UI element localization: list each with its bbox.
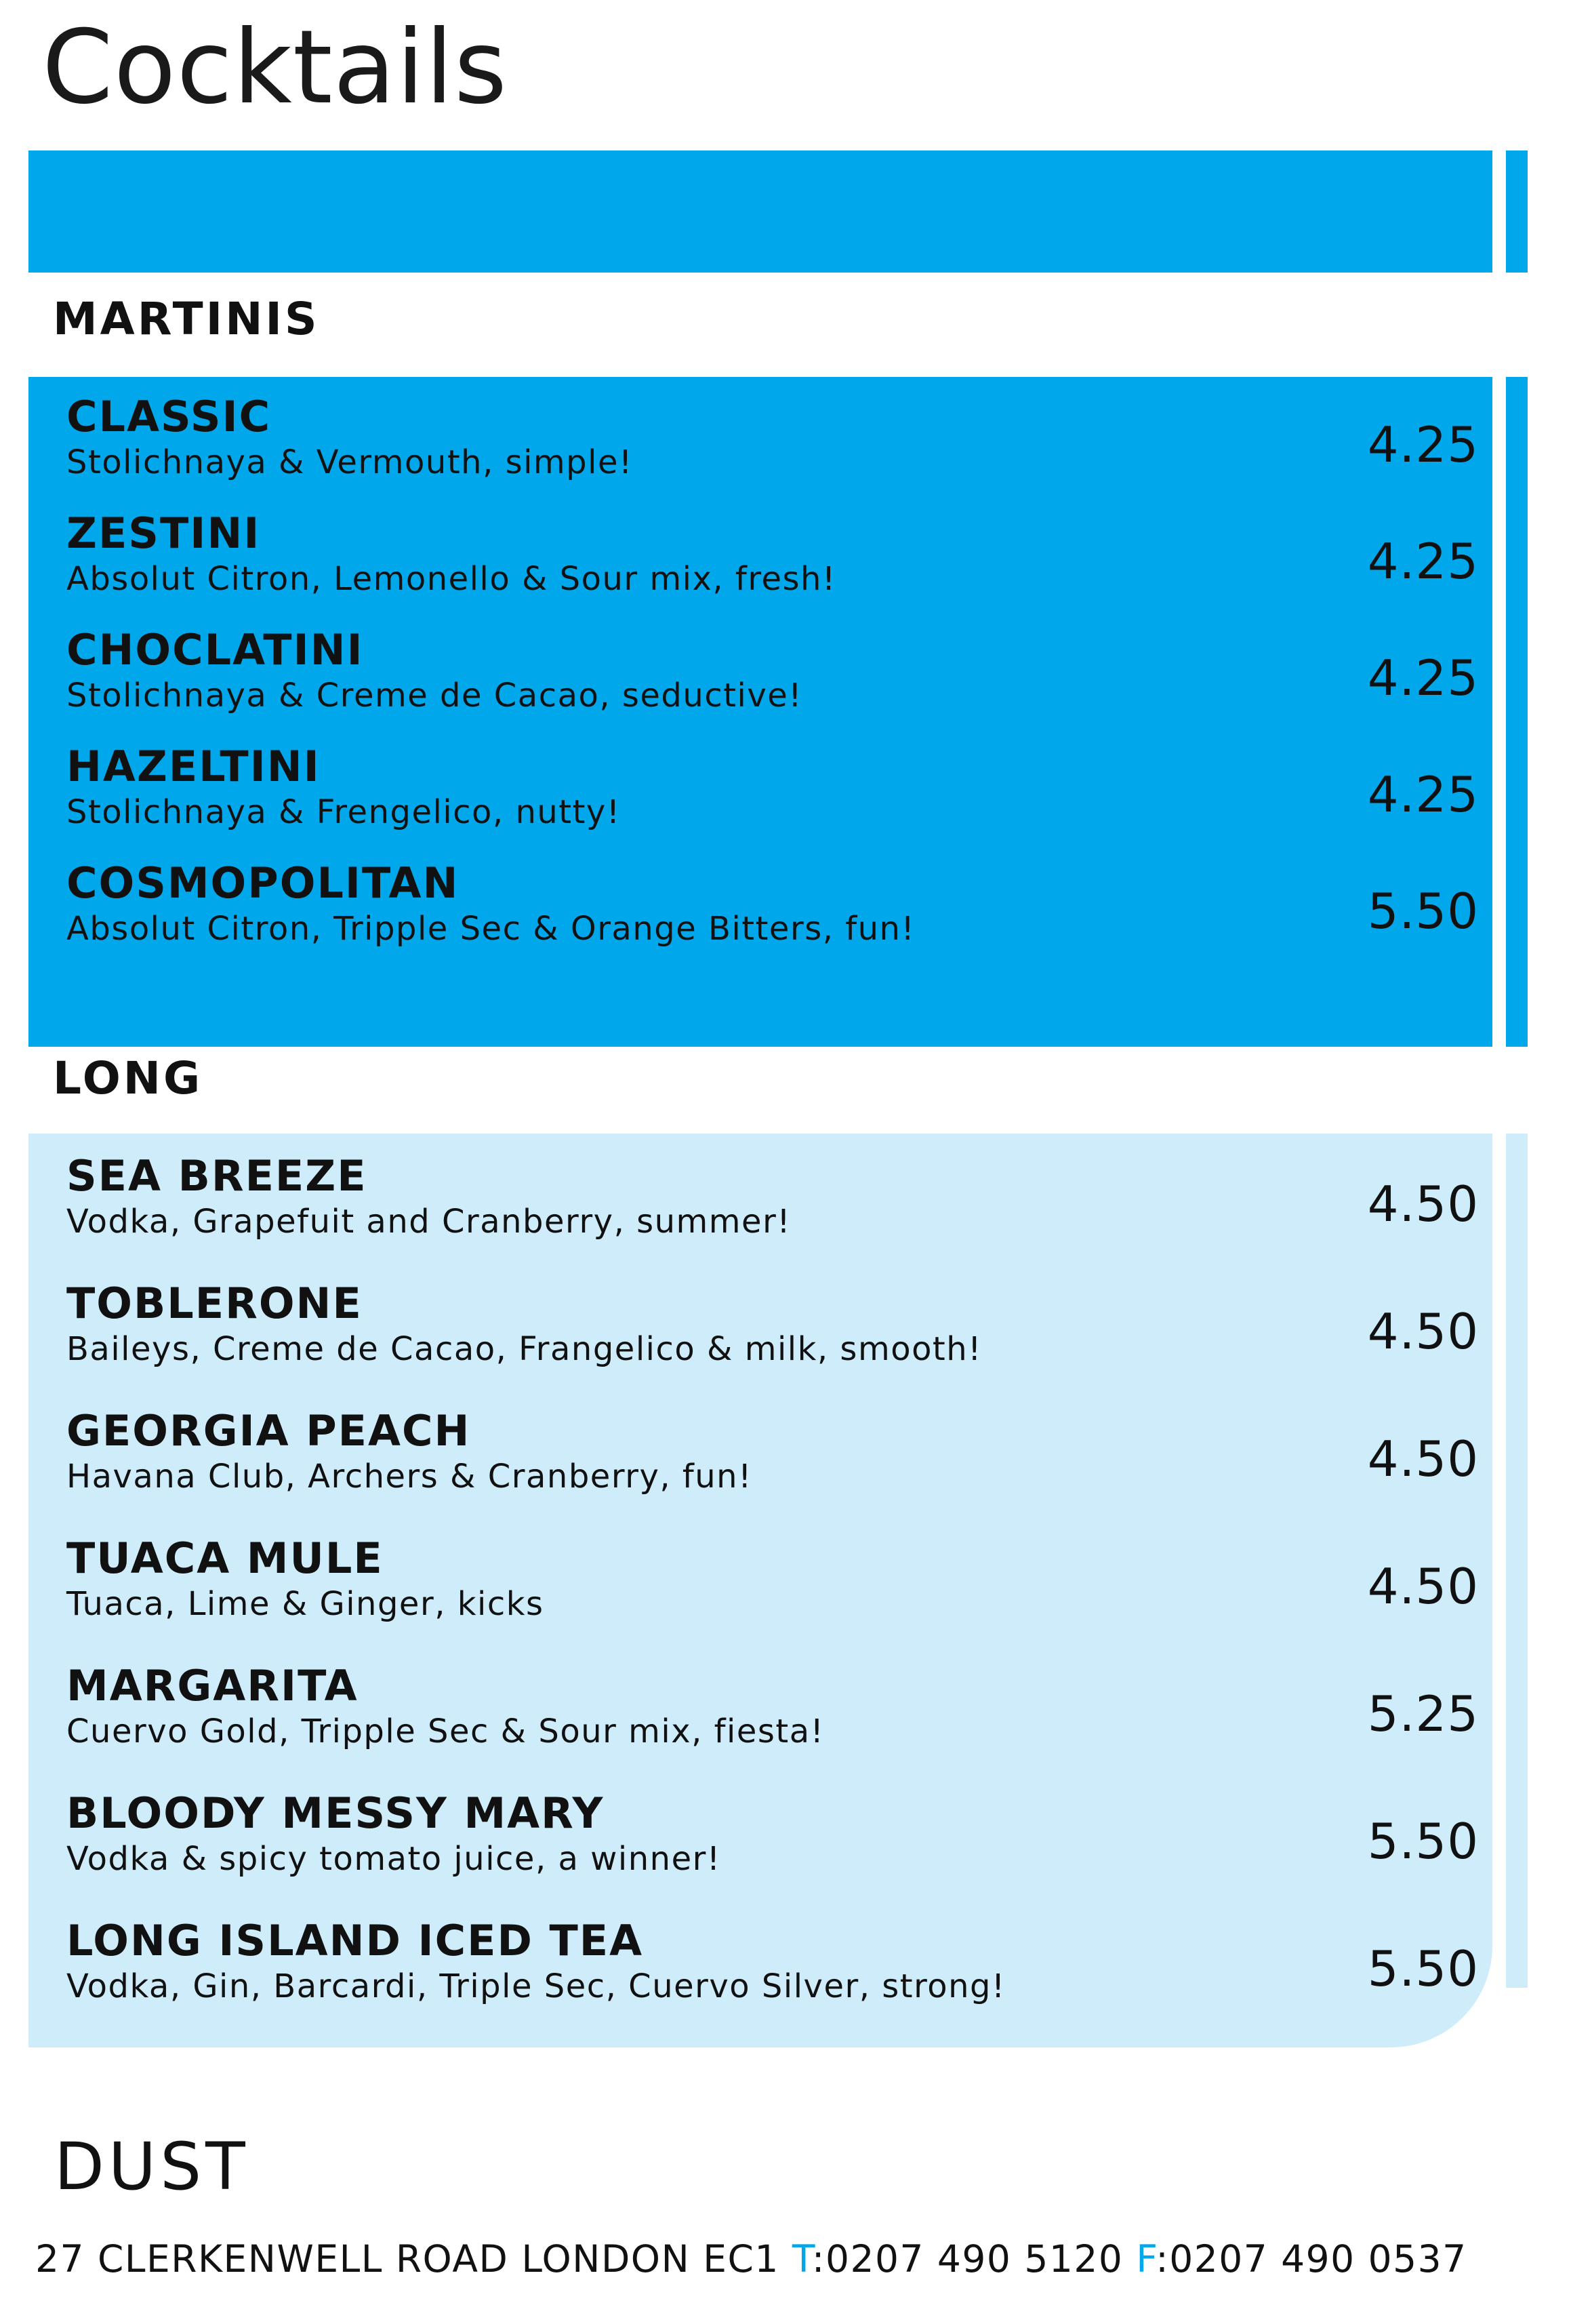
- footer-address: [35, 2237, 1547, 2281]
- fax-label: F: [1136, 2237, 1156, 2281]
- section-block-long-tab: [1506, 1134, 1528, 1988]
- menu-item: [28, 1786, 1492, 1901]
- menu-item: [28, 1913, 1492, 2028]
- section-heading-long: LONG: [53, 1052, 203, 1104]
- item-price: 4.50: [1367, 1558, 1479, 1615]
- menu-item: [28, 1658, 1492, 1774]
- header-banner-tab: [1506, 151, 1528, 273]
- item-description: Cuervo Gold, Tripple Sec & Sour mix, fiesta!: [66, 1712, 825, 1750]
- item-name: MARGARITA: [66, 1661, 359, 1710]
- item-description: Absolut Citron, Lemonello & Sour mix, fresh!: [66, 560, 836, 598]
- item-name: TOBLERONE: [66, 1279, 363, 1328]
- item-price: 4.25: [1367, 649, 1479, 706]
- brand-logo: DUST: [54, 2129, 249, 2205]
- item-price: 4.50: [1367, 1176, 1479, 1233]
- menu-item: [28, 1531, 1492, 1646]
- item-name: LONG ISLAND ICED TEA: [66, 1916, 644, 1965]
- fax-number: :0207 490 0537: [1156, 2237, 1467, 2281]
- item-name: ZESTINI: [66, 508, 261, 558]
- menu-item: [28, 856, 1492, 971]
- item-description: Stolichnaya & Frengelico, nutty!: [66, 793, 621, 831]
- item-name: COSMOPOLITAN: [66, 858, 460, 908]
- item-name: HAZELTINI: [66, 742, 321, 791]
- section-block-martinis-tab: [1506, 377, 1528, 1047]
- section-heading-martinis: MARTINIS: [53, 293, 320, 345]
- menu-item: [28, 1276, 1492, 1391]
- page-title: Cocktails: [42, 9, 508, 127]
- item-name: TUACA MULE: [66, 1534, 384, 1583]
- header-banner: [28, 151, 1492, 273]
- section-block-martinis: [28, 377, 1492, 1047]
- item-description: Vodka, Grapefuit and Cranberry, summer!: [66, 1203, 792, 1241]
- item-name: CLASSIC: [66, 392, 272, 441]
- menu-item: [28, 506, 1492, 621]
- menu-item: [28, 622, 1492, 738]
- footer-street: 27 CLERKENWELL ROAD LONDON EC1: [35, 2237, 779, 2281]
- menu-item: [28, 739, 1492, 854]
- menu-item: [28, 1403, 1492, 1519]
- item-price: 4.25: [1367, 766, 1479, 823]
- item-name: GEORGIA PEACH: [66, 1406, 471, 1456]
- item-name: BLOODY MESSY MARY: [66, 1788, 605, 1838]
- item-name: CHOCLATINI: [66, 625, 364, 675]
- item-description: Baileys, Creme de Cacao, Frangelico & milk, smooth!: [66, 1330, 982, 1368]
- item-name: SEA BREEZE: [66, 1151, 367, 1201]
- item-price: 4.50: [1367, 1430, 1479, 1487]
- item-price: 4.25: [1367, 533, 1479, 590]
- item-description: Tuaca, Lime & Ginger, kicks: [66, 1585, 544, 1623]
- item-description: Vodka & spicy tomato juice, a winner!: [66, 1840, 721, 1878]
- phone-number: :0207 490 5120: [811, 2237, 1124, 2281]
- menu-item: [28, 1148, 1492, 1264]
- item-description: Havana Club, Archers & Cranberry, fun!: [66, 1458, 752, 1496]
- item-price: 4.25: [1367, 416, 1479, 473]
- item-description: Stolichnaya & Creme de Cacao, seductive!: [66, 677, 803, 715]
- item-description: Stolichnaya & Vermouth, simple!: [66, 443, 633, 481]
- item-description: Absolut Citron, Tripple Sec & Orange Bitters, fun!: [66, 910, 916, 948]
- section-block-long: [28, 1134, 1492, 2047]
- item-description: Vodka, Gin, Barcardi, Triple Sec, Cuervo Silver, strong!: [66, 1967, 1006, 2005]
- phone-label: T: [792, 2237, 812, 2281]
- item-price: 4.50: [1367, 1303, 1479, 1360]
- item-price: 5.50: [1367, 1940, 1479, 1997]
- menu-item: [28, 389, 1492, 504]
- item-price: 5.25: [1367, 1685, 1479, 1742]
- item-price: 5.50: [1367, 1813, 1479, 1870]
- item-price: 5.50: [1367, 883, 1479, 940]
